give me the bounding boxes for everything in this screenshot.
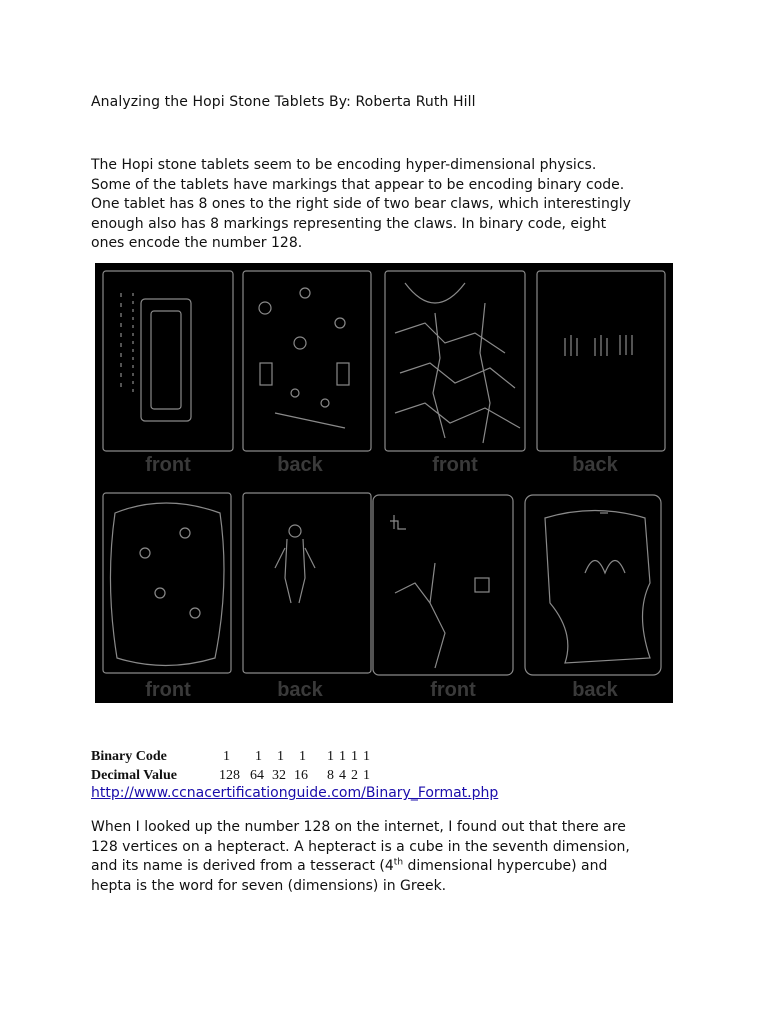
intro-line: ones encode the number 128. xyxy=(91,235,303,252)
binary-digit: 1 xyxy=(223,749,230,764)
tablet-label: front xyxy=(145,679,191,701)
binary-digit: 1 xyxy=(351,749,358,764)
ordinal-superscript: th xyxy=(393,857,404,868)
binary-digit: 1 xyxy=(339,749,346,764)
outro-line: hepta is the word for seven (dimensions) in Greek. xyxy=(91,877,447,894)
binary-digit: 1 xyxy=(327,749,334,764)
tablet-5-front xyxy=(103,493,231,673)
decimal-value: 1 xyxy=(363,768,370,783)
tablet-8-back xyxy=(525,495,661,675)
binary-table xyxy=(91,747,411,785)
decimal-value: 16 xyxy=(294,768,308,783)
intro-line: The Hopi stone tablets seem to be encoding hyper-dimensional physics. xyxy=(91,157,597,173)
tablet-label: back xyxy=(277,454,323,476)
tablet-3-front xyxy=(385,271,525,451)
tablet-label: back xyxy=(277,679,323,701)
binary-digit: 1 xyxy=(255,749,262,764)
tablet-label: front xyxy=(430,679,476,701)
tablet-label: front xyxy=(432,454,478,476)
binary-code-label: Binary Code xyxy=(91,749,167,764)
intro-paragraph xyxy=(91,156,691,254)
decimal-value: 64 xyxy=(250,768,264,783)
decimal-value-row xyxy=(91,766,411,785)
binary-code-row xyxy=(91,747,411,766)
tablet-7-front xyxy=(373,495,513,675)
decimal-value-label: Decimal Value xyxy=(91,768,177,783)
binary-format-link[interactable]: http://www.ccnacertificationguide.com/Binary_Format.php xyxy=(91,785,499,801)
binary-digit: 1 xyxy=(277,749,284,764)
decimal-value: 8 xyxy=(327,768,334,783)
binary-digit: 1 xyxy=(363,749,370,764)
tablet-label: front xyxy=(145,454,191,476)
decimal-value: 2 xyxy=(351,768,358,783)
tablet-label: back xyxy=(572,454,618,476)
intro-line: Some of the tablets have markings that appear to be encoding binary code. xyxy=(91,176,625,193)
tablet-1-front xyxy=(103,271,233,451)
decimal-value: 4 xyxy=(339,768,346,783)
outro-line: When I looked up the number 128 on the internet, I found out that there are xyxy=(91,819,626,835)
outro-paragraph xyxy=(91,818,691,896)
outro-line-part: and its name is derived from a tesseract (4 xyxy=(91,858,394,875)
tablets-drawing xyxy=(95,263,673,703)
outro-line: 128 vertices on a hepteract. A hepteract is a cube in the seventh dimension, xyxy=(91,838,630,855)
tablet-4-back xyxy=(537,271,665,451)
intro-line: enough also has 8 markings representing the claws. In binary code, eight xyxy=(91,215,607,232)
document-title: Analyzing the Hopi Stone Tablets By: Roberta Ruth Hill xyxy=(91,94,476,110)
intro-line: One tablet has 8 ones to the right side of two bear claws, which interestingly xyxy=(91,196,631,213)
decimal-value: 32 xyxy=(272,768,286,783)
tablet-label: back xyxy=(572,679,618,701)
hopi-tablets-figure xyxy=(95,263,673,703)
binary-digit: 1 xyxy=(299,749,306,764)
outro-line-part: dimensional hypercube) and xyxy=(403,858,608,875)
tablet-6-back xyxy=(243,493,371,673)
outro-line xyxy=(91,857,691,877)
decimal-value: 128 xyxy=(219,768,240,783)
tablet-2-back xyxy=(243,271,371,451)
